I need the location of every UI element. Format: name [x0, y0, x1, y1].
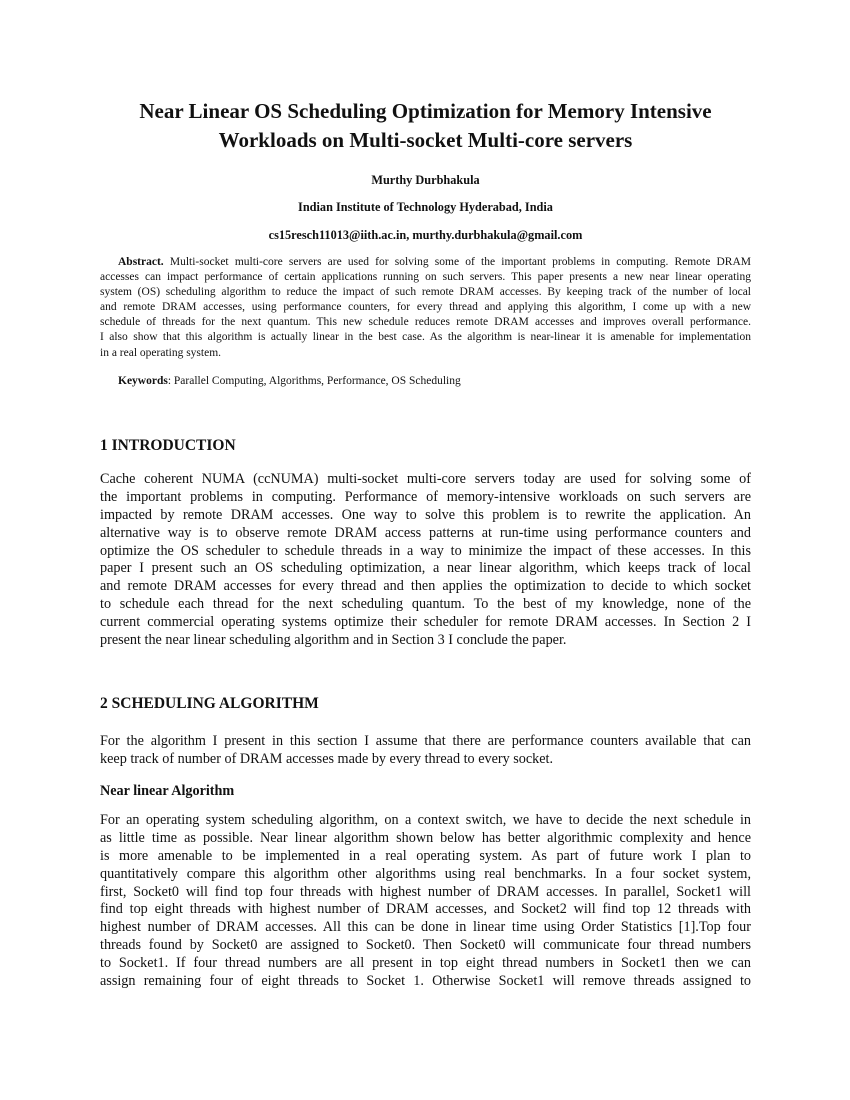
near-linear-paragraph: [100, 812, 751, 991]
abstract-line: and remote DRAM accesses, using performance counters, for every thread and applying this algorithm, I come up with a new: [100, 301, 751, 314]
author-name: Murthy Durbhakula: [371, 173, 480, 187]
abstract-line: in a real operating system.: [100, 346, 222, 359]
author-emails: cs15resch11013@iith.ac.in, murthy.durbhakula@gmail.com: [268, 228, 583, 242]
paper-title: [100, 97, 751, 155]
paragraph-line: For an operating system scheduling algorithm, on a context switch, we have to decide the next schedule in: [100, 812, 751, 828]
paragraph-line: For the algorithm I present in this section I assume that there are performance counters available that can: [100, 733, 751, 749]
paragraph-line: is more amenable to be implemented in a real operating system. As part of future work I plan to: [100, 847, 751, 864]
abstract-line: accesses can impact performance of certain applications running on such servers. This paper presents a new near linear operating: [100, 271, 751, 284]
paragraph-line: assign remaining four of eight threads to Socket 1. Otherwise Socket1 will remove threads assigned to: [100, 973, 751, 990]
abstract-line: I also show that this algorithm is actually linear in the best case. As the algorithm is near-linear it is amenable for implementation: [100, 331, 751, 344]
author-affiliation: Indian Institute of Technology Hyderabad, India: [298, 200, 553, 214]
paragraph-line: threads found by Socket0 are assigned to Socket0. Then Socket0 will communicate four thread numbers: [100, 937, 751, 954]
abstract-line: [100, 255, 751, 270]
keywords-label: Keywords: [118, 375, 168, 387]
scheduling-paragraph: [100, 733, 751, 769]
paragraph-line: find top eight threads with highest number of DRAM accesses, and Socket2 will find top 12 threads with: [100, 901, 751, 918]
paragraph-line: alternative way is to observe remote DRAM access patterns at run-time using performance counters and: [100, 524, 751, 541]
paragraph-line: impacted by remote DRAM accesses. One way to solve this problem is to rewrite the application. An: [100, 506, 751, 523]
paragraph-line: keep track of number of DRAM accesses made by every thread to every socket.: [100, 750, 554, 767]
paragraph-line: paper I present such an OS scheduling optimization, a near linear algorithm, which keeps track of local: [100, 560, 751, 577]
paper-title-line: Workloads on Multi-socket Multi-core servers: [218, 128, 633, 152]
paragraph-line: highest number of DRAM accesses. All this can be done in linear time using Order Statistics [1].Top four: [100, 919, 751, 936]
abstract-line: system (OS) scheduling algorithm to reduce the impact of such remote DRAM accesses. By keeping track of the number of local: [100, 286, 751, 299]
introduction-paragraph: [100, 471, 751, 650]
paragraph-line: as little time as possible. Near linear algorithm shown below has better algorithmic complexity and hence: [100, 829, 751, 846]
paragraph-line: to Socket1. If four thread numbers are all present in top eight thread numbers in Socket1 then we can: [100, 955, 751, 972]
section-heading-scheduling: 2 SCHEDULING ALGORITHM: [100, 695, 319, 712]
paragraph-line: Cache coherent NUMA (ccNUMA) multi-socket multi-core servers today are used for solving some of: [100, 471, 751, 487]
paragraph-line: optimize the OS scheduler to schedule threads in a way to minimize the impact of these accesses. In this: [100, 542, 751, 559]
subheading-near-linear-algorithm: Near linear Algorithm: [100, 783, 235, 799]
keywords: [118, 374, 461, 389]
abstract-line: schedule of threads for the next quantum. This new schedule reduces remote DRAM accesses and improves overall performance.: [100, 316, 751, 329]
keywords-text: : Parallel Computing, Algorithms, Performance, OS Scheduling: [167, 375, 461, 387]
paragraph-line: first, Socket0 will find top four threads with highest number of DRAM accesses. In parallel, Socket1 will: [100, 883, 751, 900]
paragraph-line: and remote DRAM accesses for every thread and then applies the optimization to decide to which socket: [100, 578, 751, 595]
section-heading-introduction: 1 INTRODUCTION: [100, 437, 236, 454]
paragraph-line: the important problems in computing. Performance of memory-intensive workloads on such servers are: [100, 488, 751, 505]
abstract-label: Abstract.: [118, 256, 164, 268]
paragraph-line: present the near linear scheduling algorithm and in Section 3 I conclude the paper.: [100, 632, 567, 649]
paragraph-line: current commercial operating systems optimize their scheduler for remote DRAM accesses. In Section 2 I: [100, 614, 751, 631]
paragraph-line: quantitatively compare this algorithm other algorithms using real benchmarks. In a four socket system,: [100, 865, 751, 882]
paper-title-line: Near Linear OS Scheduling Optimization for Memory Intensive: [139, 99, 712, 123]
abstract-line-text: Multi-socket multi-core servers are used for solving some of the important problems in computing. Remote DRAM: [169, 256, 751, 268]
paragraph-line: to schedule each thread for the next scheduling quantum. To the best of my knowledge, none of the: [100, 596, 751, 613]
abstract: [100, 255, 751, 361]
